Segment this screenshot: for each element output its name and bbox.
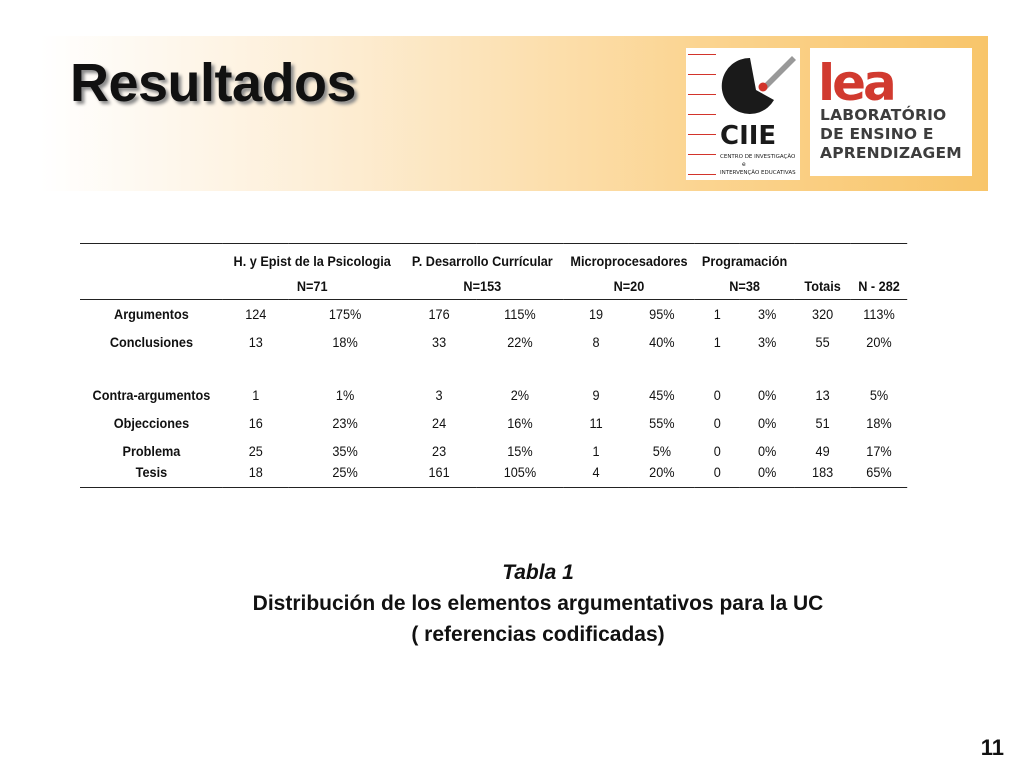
group-n: N=153: [401, 279, 563, 300]
total-n-header: N - 282: [851, 279, 907, 300]
table-cell: 13: [815, 387, 830, 403]
table-cell: 9: [592, 387, 600, 403]
table-cell: 55%: [649, 415, 675, 431]
group-header: Programación: [695, 244, 795, 280]
table-cell: 25: [248, 443, 263, 459]
table-cell: 40%: [649, 334, 675, 350]
table-cell: 18%: [332, 334, 358, 350]
table-cell: 95%: [649, 306, 675, 322]
table-cell: 175%: [328, 306, 362, 322]
ciie-logo-line2: INTERVENÇÃO EDUCATIVAS: [720, 170, 796, 176]
ciie-logo-lines: [688, 54, 716, 178]
table-cell: 49: [815, 443, 830, 459]
table-cell: 0: [713, 387, 721, 403]
table-cell: 124: [245, 306, 267, 322]
caption-line-2: ( referencias codificadas): [411, 623, 665, 646]
lea-logo: [810, 48, 972, 176]
table-cell: 115%: [504, 306, 536, 322]
group-header: P. Desarrollo Currícular: [401, 244, 563, 280]
group-n: N=20: [563, 279, 695, 300]
table-cell: 20%: [866, 334, 892, 350]
table-cell: 25%: [289, 465, 402, 488]
row-label: Contra-argumentos: [92, 387, 211, 403]
table-cell: 24: [432, 415, 447, 431]
table-cell: 1: [252, 387, 260, 403]
table-row: [80, 381, 907, 409]
table-cell: 16%: [507, 415, 533, 431]
table-caption: [0, 558, 1024, 650]
table-cell: 1: [592, 443, 600, 459]
ciie-logo: [686, 48, 800, 180]
table-row: [80, 300, 907, 329]
table-cell: 176: [428, 306, 450, 322]
results-table: [80, 243, 907, 488]
table-cell: 5%: [869, 387, 889, 403]
table-cell: 320: [812, 306, 834, 322]
table-cell: 33: [432, 334, 447, 350]
ciie-logo-connector: e: [742, 161, 746, 168]
table-cell: 20%: [629, 465, 695, 488]
row-label: Tesis: [80, 465, 223, 488]
table-cell: 0: [713, 415, 721, 431]
table-subheader-row: [80, 279, 907, 300]
ciie-logo-line1: CENTRO DE INVESTIGAÇÃO: [720, 154, 796, 160]
table-cell: 5%: [652, 443, 672, 459]
table-row: [80, 409, 907, 437]
table-cell: 0%: [757, 415, 777, 431]
lea-mark-text: lea: [818, 56, 894, 108]
lea-line1: LABORATÓRIO: [820, 106, 947, 124]
table-cell: 55: [815, 334, 830, 350]
row-label: Conclusiones: [109, 334, 194, 350]
row-label: Problema: [122, 443, 181, 459]
table-cell: 3%: [757, 334, 777, 350]
table-cell: 15%: [507, 443, 533, 459]
table-cell: 105%: [477, 465, 563, 488]
table-cell: 0%: [757, 443, 777, 459]
lea-line2: DE ENSINO E: [820, 125, 934, 143]
table-cell: 113%: [863, 306, 895, 322]
page-number: 11: [980, 735, 1004, 760]
table-spacer-row: [80, 356, 907, 381]
group-n: N=38: [695, 279, 795, 300]
table-cell: 45%: [649, 387, 675, 403]
table-cell: 0: [713, 443, 721, 459]
table-cell: 161: [401, 465, 476, 488]
table-cell: 3: [435, 387, 443, 403]
row-label: Objecciones: [113, 415, 190, 431]
totals-header: Totais: [794, 279, 850, 300]
table-row: [80, 465, 907, 488]
table-cell: 1: [713, 334, 721, 350]
table-cell: 65%: [851, 465, 907, 488]
table-row: [80, 437, 907, 465]
table-cell: 35%: [332, 443, 358, 459]
table-cell: 23: [432, 443, 447, 459]
table-cell: 13: [248, 334, 263, 350]
table-cell: 183: [794, 465, 850, 488]
table-cell: 8: [592, 334, 600, 350]
table-cell: 51: [815, 415, 830, 431]
group-n: N=71: [223, 279, 402, 300]
slide-title: Resultados: [70, 53, 357, 113]
table-cell: 1%: [335, 387, 355, 403]
caption-label: Tabla 1: [502, 561, 574, 584]
table-cell: 18: [223, 465, 289, 488]
table-cell: 19: [588, 306, 604, 322]
table-row: [80, 328, 907, 356]
group-header: H. y Epist de la Psicologia: [223, 244, 402, 280]
caption-line-1: Distribución de los elementos argumentativos para la UC: [252, 592, 824, 615]
table-cell: 0: [695, 465, 740, 488]
table-cell: 3%: [757, 306, 777, 322]
table-header-row: [80, 244, 907, 280]
ciie-logo-text: CIIE: [720, 121, 777, 151]
table-cell: 0%: [757, 387, 777, 403]
table-cell: 17%: [866, 443, 892, 459]
table-cell: 11: [589, 415, 603, 431]
table-cell: 1: [713, 306, 721, 322]
table-body: [80, 300, 907, 488]
table-cell: 0%: [740, 465, 795, 488]
table-cell: 16: [248, 415, 263, 431]
table-cell: 22%: [507, 334, 533, 350]
table-cell: 18%: [866, 415, 892, 431]
group-header: Microprocesadores: [563, 244, 695, 280]
table-cell: 23%: [332, 415, 358, 431]
lea-mark-icon: [818, 56, 958, 108]
row-label: Argumentos: [114, 306, 189, 322]
table-cell: 4: [563, 465, 629, 488]
ciie-emblem-icon: [716, 50, 798, 180]
lea-line3: APRENDIZAGEM: [820, 144, 962, 162]
table-cell: 2%: [510, 387, 530, 403]
